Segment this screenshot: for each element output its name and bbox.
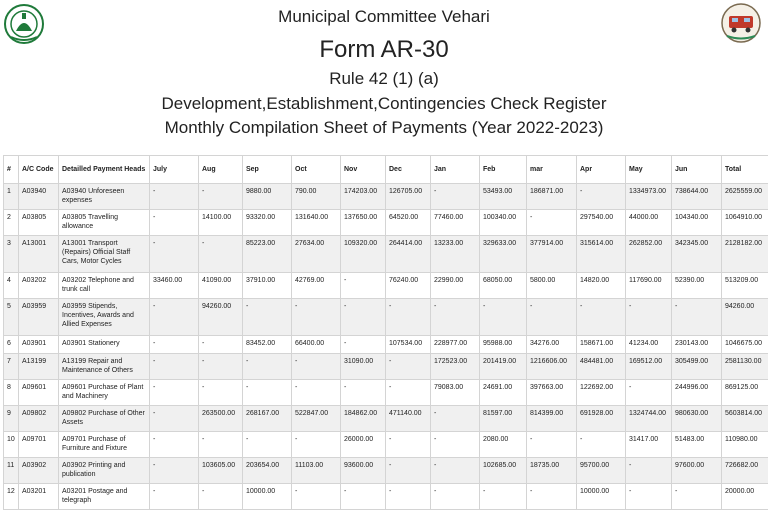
table-cell: - [199, 336, 243, 354]
table-cell: 83452.00 [243, 336, 292, 354]
table-cell: 11103.00 [292, 458, 341, 484]
table-cell: - [431, 406, 480, 432]
table-row [4, 406, 768, 432]
table-cell: - [243, 432, 292, 458]
table-cell: 6 [4, 336, 19, 354]
table-cell: 9 [4, 406, 19, 432]
payment-head-cell: A13001 Transport (Repairs) Official Staff Cars, Motor Cycles [59, 236, 150, 273]
table-cell: 11 [4, 458, 19, 484]
col-header: Jun [672, 156, 722, 184]
table-cell: 484481.00 [577, 354, 626, 380]
table-cell: - [527, 484, 577, 510]
col-header: Apr [577, 156, 626, 184]
table-cell: - [431, 458, 480, 484]
table-cell: 26000.00 [341, 432, 386, 458]
col-header: Sep [243, 156, 292, 184]
col-header: May [626, 156, 672, 184]
table-row [4, 184, 768, 210]
table-cell: - [292, 299, 341, 336]
table-cell: 41090.00 [199, 273, 243, 299]
table-cell: 33460.00 [150, 273, 199, 299]
table-cell: 184862.00 [341, 406, 386, 432]
table-cell: 95700.00 [577, 458, 626, 484]
table-cell: - [431, 299, 480, 336]
table-cell: 263500.00 [199, 406, 243, 432]
table-cell: 158671.00 [577, 336, 626, 354]
table-cell: 102685.00 [480, 458, 527, 484]
table-cell: 262852.00 [626, 236, 672, 273]
table-cell: 377914.00 [527, 236, 577, 273]
table-cell: - [386, 380, 431, 406]
col-header: # [4, 156, 19, 184]
table-cell: A03805 [19, 210, 59, 236]
table-row [4, 354, 768, 380]
table-cell: 107534.00 [386, 336, 431, 354]
table-cell: - [577, 299, 626, 336]
total-cell: 513209.00 [722, 273, 768, 299]
table-cell: - [150, 380, 199, 406]
table-cell: - [527, 432, 577, 458]
table-cell: A03940 [19, 184, 59, 210]
table-cell: A09802 [19, 406, 59, 432]
table-cell: - [626, 484, 672, 510]
table-cell: - [386, 484, 431, 510]
table-cell: - [150, 354, 199, 380]
table-row [4, 299, 768, 336]
table-cell: 342345.00 [672, 236, 722, 273]
table-cell: - [199, 354, 243, 380]
table-cell: 8 [4, 380, 19, 406]
register-title: Development,Establishment,Contingencies Check Register [161, 94, 607, 113]
table-cell: - [431, 484, 480, 510]
table-cell: 5800.00 [527, 273, 577, 299]
table-cell: - [150, 458, 199, 484]
table-cell: - [431, 432, 480, 458]
table-cell: 9880.00 [243, 184, 292, 210]
table-cell: 97600.00 [672, 458, 722, 484]
table-cell: 264414.00 [386, 236, 431, 273]
table-cell: - [527, 299, 577, 336]
table-cell: 268167.00 [243, 406, 292, 432]
table-cell: 24691.00 [480, 380, 527, 406]
table-cell: 1324744.00 [626, 406, 672, 432]
payment-head-cell: A03959 Stipends, Incentives, Awards and Allied Expenses [59, 299, 150, 336]
table-cell: 244996.00 [672, 380, 722, 406]
table-cell: 103605.00 [199, 458, 243, 484]
table-cell: 95988.00 [480, 336, 527, 354]
table-row [4, 336, 768, 354]
payment-head-cell: A03202 Telephone and trunk call [59, 273, 150, 299]
table-cell: - [292, 484, 341, 510]
total-cell: 869125.00 [722, 380, 768, 406]
table-cell: 93600.00 [341, 458, 386, 484]
table-cell: - [199, 432, 243, 458]
table-cell: - [150, 406, 199, 432]
table-cell: 51483.00 [672, 432, 722, 458]
table-cell: - [150, 336, 199, 354]
table-cell: 77460.00 [431, 210, 480, 236]
table-cell: 201419.00 [480, 354, 527, 380]
table-cell: 203654.00 [243, 458, 292, 484]
table-cell: - [199, 236, 243, 273]
table-cell: 31090.00 [341, 354, 386, 380]
table-cell: 122692.00 [577, 380, 626, 406]
table-cell: 13233.00 [431, 236, 480, 273]
table-cell: A03901 [19, 336, 59, 354]
table-cell: - [341, 336, 386, 354]
table-cell: - [626, 458, 672, 484]
rule-reference: Rule 42 (1) (a) [329, 69, 439, 88]
table-cell: - [150, 236, 199, 273]
table-cell: 174203.00 [341, 184, 386, 210]
payment-head-cell: A03901 Stationery [59, 336, 150, 354]
table-cell: - [292, 432, 341, 458]
table-row [4, 273, 768, 299]
total-cell: 2581130.00 [722, 354, 768, 380]
table-cell: - [199, 184, 243, 210]
col-header: Feb [480, 156, 527, 184]
table-cell: 471140.00 [386, 406, 431, 432]
table-cell: 3 [4, 236, 19, 273]
table-cell: 34276.00 [527, 336, 577, 354]
table-cell: 18735.00 [527, 458, 577, 484]
table-cell: - [386, 299, 431, 336]
table-cell: 79083.00 [431, 380, 480, 406]
table-cell: - [243, 380, 292, 406]
table-cell: - [150, 299, 199, 336]
payment-head-cell: A09601 Purchase of Plant and Machinery [59, 380, 150, 406]
table-cell: - [672, 299, 722, 336]
table-cell: 522847.00 [292, 406, 341, 432]
table-row [4, 458, 768, 484]
table-cell: 228977.00 [431, 336, 480, 354]
table-cell: 691928.00 [577, 406, 626, 432]
table-cell: - [150, 184, 199, 210]
table-row [4, 236, 768, 273]
col-header: Dec [386, 156, 431, 184]
table-cell: 790.00 [292, 184, 341, 210]
table-cell: 14100.00 [199, 210, 243, 236]
table-cell: 131640.00 [292, 210, 341, 236]
table-cell: 5 [4, 299, 19, 336]
table-cell: 53493.00 [480, 184, 527, 210]
table-cell: - [577, 432, 626, 458]
sheet-subtitle: Monthly Compilation Sheet of Payments (Year 2022-2023) [164, 118, 604, 137]
table-cell: A13001 [19, 236, 59, 273]
table-cell: A03201 [19, 484, 59, 510]
total-cell: 2625559.00 [722, 184, 768, 210]
table-cell: - [626, 380, 672, 406]
table-cell: 117690.00 [626, 273, 672, 299]
table-cell: 94260.00 [199, 299, 243, 336]
table-cell: 109320.00 [341, 236, 386, 273]
table-cell: - [199, 380, 243, 406]
payment-head-cell: A03940 Unforeseen expenses [59, 184, 150, 210]
total-cell: 1046675.00 [722, 336, 768, 354]
table-cell: - [292, 380, 341, 406]
col-header: Total [722, 156, 768, 184]
table-cell: 44000.00 [626, 210, 672, 236]
table-cell: 85223.00 [243, 236, 292, 273]
total-cell: 94260.00 [722, 299, 768, 336]
table-cell: 42769.00 [292, 273, 341, 299]
table-cell: 10000.00 [243, 484, 292, 510]
table-cell: 297540.00 [577, 210, 626, 236]
table-cell: 66400.00 [292, 336, 341, 354]
table-cell: A09601 [19, 380, 59, 406]
table-cell: 10000.00 [577, 484, 626, 510]
payment-head-cell: A13199 Repair and Maintenance of Others [59, 354, 150, 380]
table-cell: - [480, 484, 527, 510]
table-cell: - [150, 484, 199, 510]
total-cell: 20000.00 [722, 484, 768, 510]
table-cell: 27634.00 [292, 236, 341, 273]
table-header-row [4, 156, 768, 184]
table-row [4, 432, 768, 458]
table-cell: 37910.00 [243, 273, 292, 299]
total-cell: 110980.00 [722, 432, 768, 458]
table-cell: 4 [4, 273, 19, 299]
table-cell: 738644.00 [672, 184, 722, 210]
form-title: Form AR-30 [319, 36, 449, 63]
table-cell: - [386, 432, 431, 458]
table-cell: - [150, 210, 199, 236]
table-cell: - [341, 299, 386, 336]
table-cell: A13199 [19, 354, 59, 380]
table-cell: 104340.00 [672, 210, 722, 236]
table-cell: - [341, 380, 386, 406]
payment-head-cell: A09802 Purchase of Other Assets [59, 406, 150, 432]
table-cell: A03202 [19, 273, 59, 299]
table-cell: 12 [4, 484, 19, 510]
total-cell: 726682.00 [722, 458, 768, 484]
table-cell: 93320.00 [243, 210, 292, 236]
table-cell: 126705.00 [386, 184, 431, 210]
table-cell: 1 [4, 184, 19, 210]
total-cell: 2128182.00 [722, 236, 768, 273]
col-header: Detailled Payment Heads [59, 156, 150, 184]
table-cell: - [341, 273, 386, 299]
table-row [4, 210, 768, 236]
total-cell: 1064910.00 [722, 210, 768, 236]
table-cell: 10 [4, 432, 19, 458]
total-cell: 5603814.00 [722, 406, 768, 432]
table-cell: A09701 [19, 432, 59, 458]
table-cell: 14820.00 [577, 273, 626, 299]
table-cell: 169512.00 [626, 354, 672, 380]
table-cell: 172523.00 [431, 354, 480, 380]
table-cell: 68050.00 [480, 273, 527, 299]
table-cell: 2 [4, 210, 19, 236]
col-header: Nov [341, 156, 386, 184]
table-cell: - [243, 299, 292, 336]
table-cell: - [341, 484, 386, 510]
table-cell: - [626, 299, 672, 336]
table-cell: 64520.00 [386, 210, 431, 236]
table-cell: 814399.00 [527, 406, 577, 432]
table-cell: - [386, 354, 431, 380]
table-cell: A03959 [19, 299, 59, 336]
table-cell: 329633.00 [480, 236, 527, 273]
table-cell: A03902 [19, 458, 59, 484]
table-row [4, 484, 768, 510]
table-cell: - [199, 484, 243, 510]
table-cell: - [527, 210, 577, 236]
table-cell: 76240.00 [386, 273, 431, 299]
table-cell: 52390.00 [672, 273, 722, 299]
payments-table [3, 155, 768, 510]
payment-head-cell: A03805 Travelling allowance [59, 210, 150, 236]
table-cell: - [431, 184, 480, 210]
col-header: Aug [199, 156, 243, 184]
table-cell: 305499.00 [672, 354, 722, 380]
table-cell: - [480, 299, 527, 336]
table-row [4, 380, 768, 406]
col-header: mar [527, 156, 577, 184]
table-cell: 137650.00 [341, 210, 386, 236]
table-cell: - [672, 484, 722, 510]
table-cell: 7 [4, 354, 19, 380]
table-cell: 315614.00 [577, 236, 626, 273]
table-cell: - [386, 458, 431, 484]
payment-head-cell: A03902 Printing and publication [59, 458, 150, 484]
col-header: Jan [431, 156, 480, 184]
payment-head-cell: A03201 Postage and telegraph [59, 484, 150, 510]
table-cell: 81597.00 [480, 406, 527, 432]
table-cell: 230143.00 [672, 336, 722, 354]
table-cell: 31417.00 [626, 432, 672, 458]
table-cell: - [577, 184, 626, 210]
table-cell: 41234.00 [626, 336, 672, 354]
col-header: A/C Code [19, 156, 59, 184]
col-header: Oct [292, 156, 341, 184]
table-cell: 1216606.00 [527, 354, 577, 380]
table-cell: 100340.00 [480, 210, 527, 236]
table-cell: - [150, 432, 199, 458]
table-cell: 980630.00 [672, 406, 722, 432]
table-cell: 397663.00 [527, 380, 577, 406]
table-cell: 22990.00 [431, 273, 480, 299]
table-cell: 2080.00 [480, 432, 527, 458]
table-cell: 1334973.00 [626, 184, 672, 210]
table-cell: 186871.00 [527, 184, 577, 210]
table-cell: - [243, 354, 292, 380]
col-header: July [150, 156, 199, 184]
org-name: Municipal Committee Vehari [278, 7, 490, 26]
payment-head-cell: A09701 Purchase of Furniture and Fixture [59, 432, 150, 458]
table-cell: - [292, 354, 341, 380]
